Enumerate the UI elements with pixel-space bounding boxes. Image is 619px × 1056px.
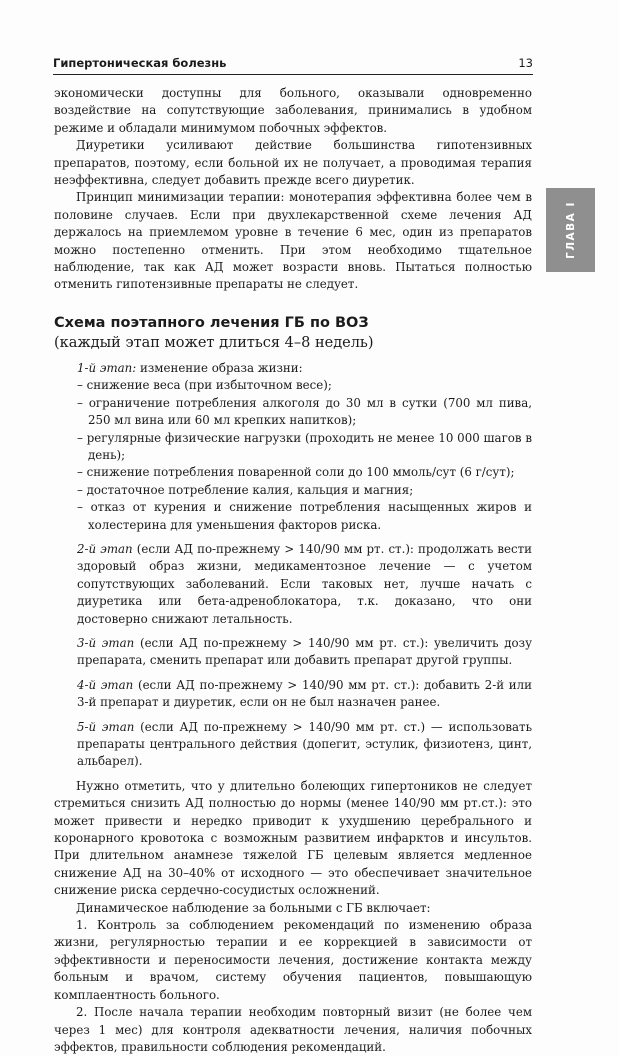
step-2: [77, 541, 532, 628]
lifestyle-list: [77, 377, 532, 534]
running-header: [53, 56, 533, 75]
paragraph: экономически доступны для больного, оказывали одновременно воздействие на сопутствующие заболевания, принимались в удобном режиме и обладали минимумом побочных эффектов.: [54, 86, 532, 135]
list-item: – снижение веса (при избыточном весе);: [77, 378, 332, 393]
step-text: (если АД по-прежнему > 140/90 мм рт. ст.) — использовать препараты центрального действия (допегит, эстулик, физиотенз, цинт, альбарел).: [77, 719, 533, 769]
section-subtitle: (каждый этап может длиться 4–8 недель): [54, 334, 374, 351]
list-item: – ограничение потребления алкоголя до 30 мл в сутки (700 мл пива, 250 мл вина или 60 мл крепких напитков);: [77, 395, 532, 428]
step-label: 3-й этап: [77, 635, 135, 650]
step-label: 2-й этап: [77, 541, 133, 556]
step-text: изменение образа жизни:: [136, 360, 303, 375]
step-1: [77, 360, 532, 377]
step-3: [77, 635, 532, 670]
step-text: (если АД по-прежнему > 140/90 мм рт. ст.): увеличить дозу препарата, сменить препарат или добавить препарат другой группы.: [77, 635, 533, 668]
list-item: – отказ от курения и снижение потребления насыщенных жиров и холестерина для уменьшения факторов риска.: [77, 500, 532, 532]
step-text: (если АД по-прежнему > 140/90 мм рт. ст.): продолжать вести здоровый образ жизни, медикаментозное лечение — с учетом сопутствующих заболеваний. Если таковых нет, лучше начать с диуретика или бета-адреноблокатора, т.к. доказано, что они достоверно снижают летальность.: [77, 541, 532, 626]
list-item: – регулярные физические нагрузки (проходить не менее 10 000 шагов в день);: [77, 430, 532, 462]
running-title: Гипертоническая болезнь: [53, 56, 227, 70]
chapter-tab-label: ГЛАВА I: [564, 201, 577, 259]
chapter-tab: [546, 188, 595, 272]
step-5: [77, 719, 532, 771]
section-title: Схема поэтапного лечения ГБ по ВОЗ: [54, 314, 369, 331]
paragraph: Принцип минимизации терапии: монотерапия эффективна более чем в половине случаев. Если при двухлекарственной схеме лечения АД держалось на приемлемом уровне в течение 6 мес, один из препаратов можно постепенно отменить. При этом необходимо тщательное наблюдение, так как АД может возрасти вновь. Пытаться полностью отменить гипотензивные препараты не следует.: [54, 190, 532, 292]
paragraph: Нужно отметить, что у длительно болеющих гипертоников не следует стремиться снизить АД полностью до нормы (менее 140/90 мм рт.ст.): это может привести и нередко приводит к ухудшению церебрального и коронарного кровотока с возможным развитием инфарктов и инсультов. При длительном анамнезе тяжелой ГБ целевым является медленное снижение АД на 30–40% от исходного — это обеспечивает значительное снижение риска сердечно-сосудистых осложнений.: [54, 778, 532, 898]
step-label: 1-й этап:: [77, 360, 137, 375]
paragraph: Динамическое наблюдение за больными с ГБ включает:: [76, 900, 431, 915]
step-text: (если АД по-прежнему > 140/90 мм рт. ст.): добавить 2-й или 3-й препарат и диуретик, если он не был назначен ранее.: [77, 677, 532, 710]
treatment-steps: [54, 360, 532, 771]
page-body: [54, 85, 532, 1056]
step-label: 4-й этап: [77, 677, 134, 692]
list-item: – достаточное потребление калия, кальция и магния;: [77, 482, 414, 497]
list-item: – снижение потребления поваренной соли до 100 ммоль/сут (6 г/сут);: [77, 465, 515, 480]
step-4: [77, 677, 532, 712]
page-number: 13: [518, 56, 533, 70]
paragraph: 2. После начала терапии необходим повторный визит (не более чем через 1 мес) для контроля адекватности лечения, наличия побочных эффектов, правильности соблюдения рекомендаций.: [54, 1005, 532, 1054]
paragraph: Диуретики усиливают действие большинства гипотензивных препаратов, поэтому, если больной их не получает, а проводимая терапия неэффективна, следует добавить прежде всего диуретик.: [54, 138, 532, 188]
step-label: 5-й этап: [77, 719, 135, 734]
paragraph: 1. Контроль за соблюдением рекомендаций по изменению образа жизни, регулярностью терапии и ее коррекцией в зависимости от эффективности и переносимости лечения, достижение контакта между больным и врачом, систему обучения пациентов, повышающую комплаентность больного.: [54, 918, 532, 1002]
